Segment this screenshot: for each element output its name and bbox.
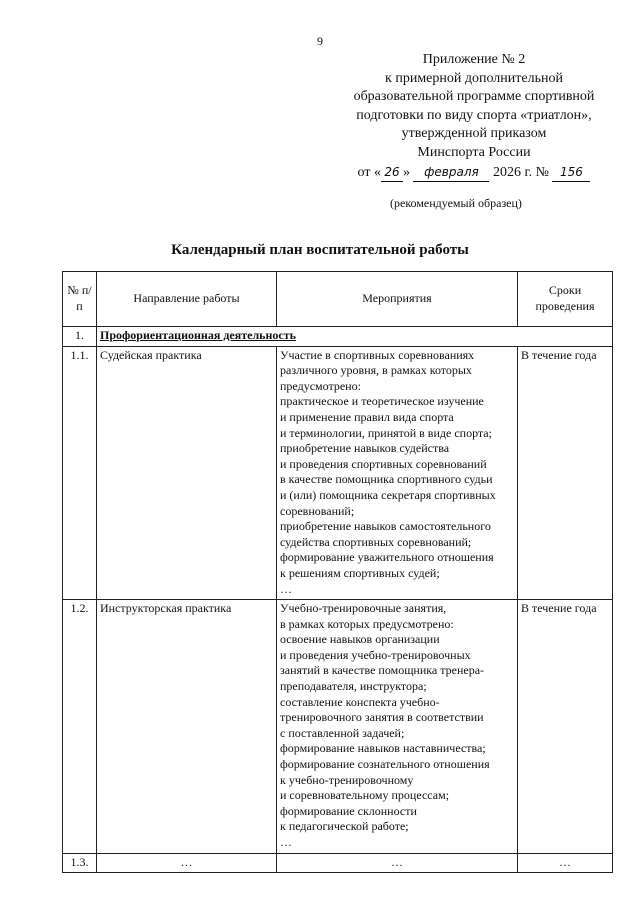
row-number: 1.1.: [63, 346, 97, 600]
date-month: февраля: [413, 163, 489, 183]
appendix-line: подготовки по виду спорта «триатлон»,: [356, 107, 592, 123]
appendix-line: Минспорта России: [417, 144, 531, 160]
activity-line: в рамках которых предусмотрено:: [280, 616, 454, 631]
appendix-line: Приложение № 2: [422, 52, 526, 67]
row-activities: …: [277, 853, 518, 873]
activity-line: различного уровня, в рамках которых: [280, 363, 472, 378]
activity-line: к педагогической работе;: [280, 819, 409, 834]
date-mid: »: [402, 164, 410, 180]
activity-line: формирование уважительного отношения: [280, 550, 494, 565]
activity-line: освоение навыков организации: [280, 632, 440, 647]
plan-table: [62, 271, 613, 873]
activity-line: и (или) помощника секретаря спортивных: [280, 487, 496, 502]
order-number: 156: [552, 163, 590, 183]
activity-line: приобретение навыков самостоятельного: [280, 519, 491, 534]
activity-line: Участие в спортивных соревнованиях: [280, 347, 475, 362]
document-title: Календарный план воспитательной работы: [171, 242, 469, 258]
activity-line: и применение правил вида спорта: [280, 409, 454, 424]
activity-line: формирование склонности: [280, 803, 417, 818]
table-row: [63, 346, 613, 600]
appendix-line: к примерной дополнительной: [385, 70, 563, 86]
activity-line: формирование навыков наставничества;: [280, 741, 486, 756]
activity-line: и соревновательному процессам;: [280, 788, 450, 803]
header-number: № п/п: [63, 272, 97, 327]
activity-line: и проведения спортивных соревнований: [280, 456, 487, 471]
header-activities: Мероприятия: [277, 272, 518, 327]
row-direction: …: [97, 853, 277, 873]
appendix-line: образовательной программе спортивной: [353, 89, 595, 105]
section-number: 1.: [63, 327, 97, 347]
row-direction: Инструкторская практика: [97, 600, 277, 854]
activity-line: к учебно-тренировочному: [280, 772, 414, 787]
row-activities: [277, 346, 518, 600]
order-date-line: [336, 163, 612, 183]
page-number: 9: [317, 34, 323, 48]
activity-line: к решениям спортивных судей;: [280, 565, 440, 580]
row-activities: [277, 600, 518, 854]
activity-line: приобретение навыков судейства: [280, 441, 450, 456]
row-timing: В течение года: [518, 600, 613, 854]
activity-line: и терминологии, принятой в виде спорта;: [280, 425, 492, 440]
date-prefix: от «: [357, 164, 381, 180]
activity-line: Учебно-тренировочные занятия,: [280, 601, 447, 616]
activity-line: в качестве помощника спортивного судьи: [280, 472, 493, 487]
section-row: [63, 327, 613, 347]
table-row: [63, 600, 613, 854]
date-day: 26: [381, 163, 403, 183]
activity-line: составление конспекта учебно-: [280, 694, 440, 709]
activity-line: …: [280, 581, 292, 596]
appendix-header: [336, 51, 612, 182]
activity-line: формирование сознательного отношения: [280, 757, 490, 772]
activity-line: судейства спортивных соревнований;: [280, 534, 472, 549]
row-direction: Судейская практика: [97, 346, 277, 600]
row-timing: В течение года: [518, 346, 613, 600]
row-timing: …: [518, 853, 613, 873]
activity-line: тренировочного занятия в соответствии: [280, 710, 484, 725]
header-direction: Направление работы: [97, 272, 277, 327]
date-year: 2026 г. №: [492, 164, 549, 180]
appendix-line: утвержденной приказом: [401, 126, 547, 142]
header-timing: Сроки проведения: [518, 272, 613, 327]
activity-line: практическое и теоретическое изучение: [280, 394, 484, 409]
activity-line: соревнований;: [280, 503, 355, 518]
sample-note: (рекомендуемый образец): [390, 196, 522, 210]
activity-line: с поставленной задачей;: [280, 725, 405, 740]
table-row: [63, 853, 613, 873]
row-number: 1.3.: [63, 853, 97, 873]
activity-line: и проведения учебно-тренировочных: [280, 647, 471, 662]
section-title-cell: [97, 327, 613, 347]
section-title: Профориентационная деятельность: [100, 328, 296, 342]
activity-line: занятий в качестве помощника тренера-: [280, 663, 485, 678]
activity-line: преподавателя, инструктора;: [280, 679, 427, 694]
row-number: 1.2.: [63, 600, 97, 854]
activity-line: …: [280, 835, 292, 849]
activity-line: предусмотрено:: [280, 378, 361, 393]
table-header-row: [63, 272, 613, 327]
